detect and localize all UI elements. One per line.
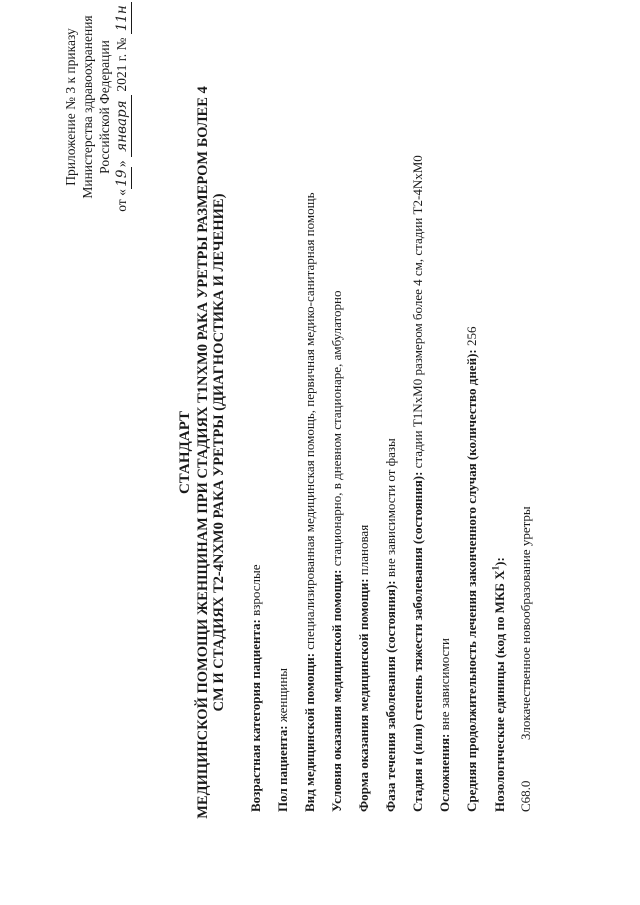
title-line-2: СМ И СТАДИЯХ T2-4NXM0 РАКА УРЕТРЫ (ДИАГНОСТИКА И ЛЕЧЕНИЕ) [211, 193, 227, 712]
nosology-label [492, 557, 507, 812]
field-label: Осложнения: [437, 733, 452, 812]
date-day: 19 [114, 167, 132, 189]
field-value: женщины [275, 667, 290, 723]
nosology-footnote-mark: 1 [491, 565, 501, 571]
approval-line-2: Министерства здравоохранения [80, 15, 95, 199]
field-duration [464, 327, 480, 812]
approval-date-line [113, 0, 132, 217]
nosology-code: C68.0 [518, 780, 533, 812]
field-value: специализированная медицинская помощь, первичная медико-санитарная помощь [302, 192, 317, 650]
field-value: вне зависимости [437, 638, 452, 731]
approval-line-3: Российской Федерации [97, 40, 112, 174]
approval-line-1: Приложение № 3 к приказу [63, 28, 78, 186]
field-label: Вид медицинской помощи: [302, 652, 317, 812]
document-title [177, 0, 228, 905]
field-nosology [491, 557, 508, 812]
field-value: плановая [356, 524, 371, 576]
field-disease-stage [410, 155, 426, 812]
field-value: 256 [464, 326, 479, 347]
field-label: Пол пациента: [275, 725, 290, 812]
field-value: стационарно, в дневном стационаре, амбулаторно [329, 290, 344, 567]
field-label: Возрастная категория пациента: [248, 619, 263, 812]
field-sex [275, 668, 291, 812]
approval-stamp [62, 0, 132, 217]
date-month: января [114, 95, 132, 157]
nosology-label-text: Нозологические единицы (код по МКБ X [492, 570, 508, 812]
field-care-type [302, 192, 318, 812]
nosology-name: Злокачественное новообразование уретры [518, 506, 533, 740]
date-prefix: от « [114, 189, 129, 212]
field-value: вне зависимости от фазы [383, 438, 398, 578]
date-year: 2021 г. № [114, 37, 129, 92]
field-label: Условия оказания медицинской помощи: [329, 569, 344, 812]
field-label: Стадия и (или) степень тяжести заболевания (состояния): [410, 471, 425, 812]
order-number: 11н [114, 2, 132, 34]
field-care-conditions [329, 290, 345, 812]
field-label: Фаза течения заболевания (состояния): [383, 580, 398, 812]
nosology-label-end: ): [492, 557, 508, 566]
field-value: взрослые [248, 564, 263, 616]
field-label: Средняя продолжительность лечения законченного случая (количество дней): [464, 349, 479, 812]
standard-heading: СТАНДАРТ [177, 410, 193, 495]
field-disease-phase [383, 438, 399, 812]
field-complications [437, 638, 453, 812]
field-value: стадии T1NxM0 размером более 4 см, стадии T2-4NxM0 [410, 155, 425, 469]
field-label: Форма оказания медицинской помощи: [356, 578, 371, 812]
field-care-form [356, 525, 372, 812]
field-age [248, 565, 264, 812]
title-line-1: МЕДИЦИНСКОЙ ПОМОЩИ ЖЕНЩИНАМ ПРИ СТАДИЯХ T1NXM0 РАКА УРЕТРЫ РАЗМЕРОМ БОЛЕЕ 4 [194, 86, 211, 819]
date-mid: » [114, 160, 129, 168]
